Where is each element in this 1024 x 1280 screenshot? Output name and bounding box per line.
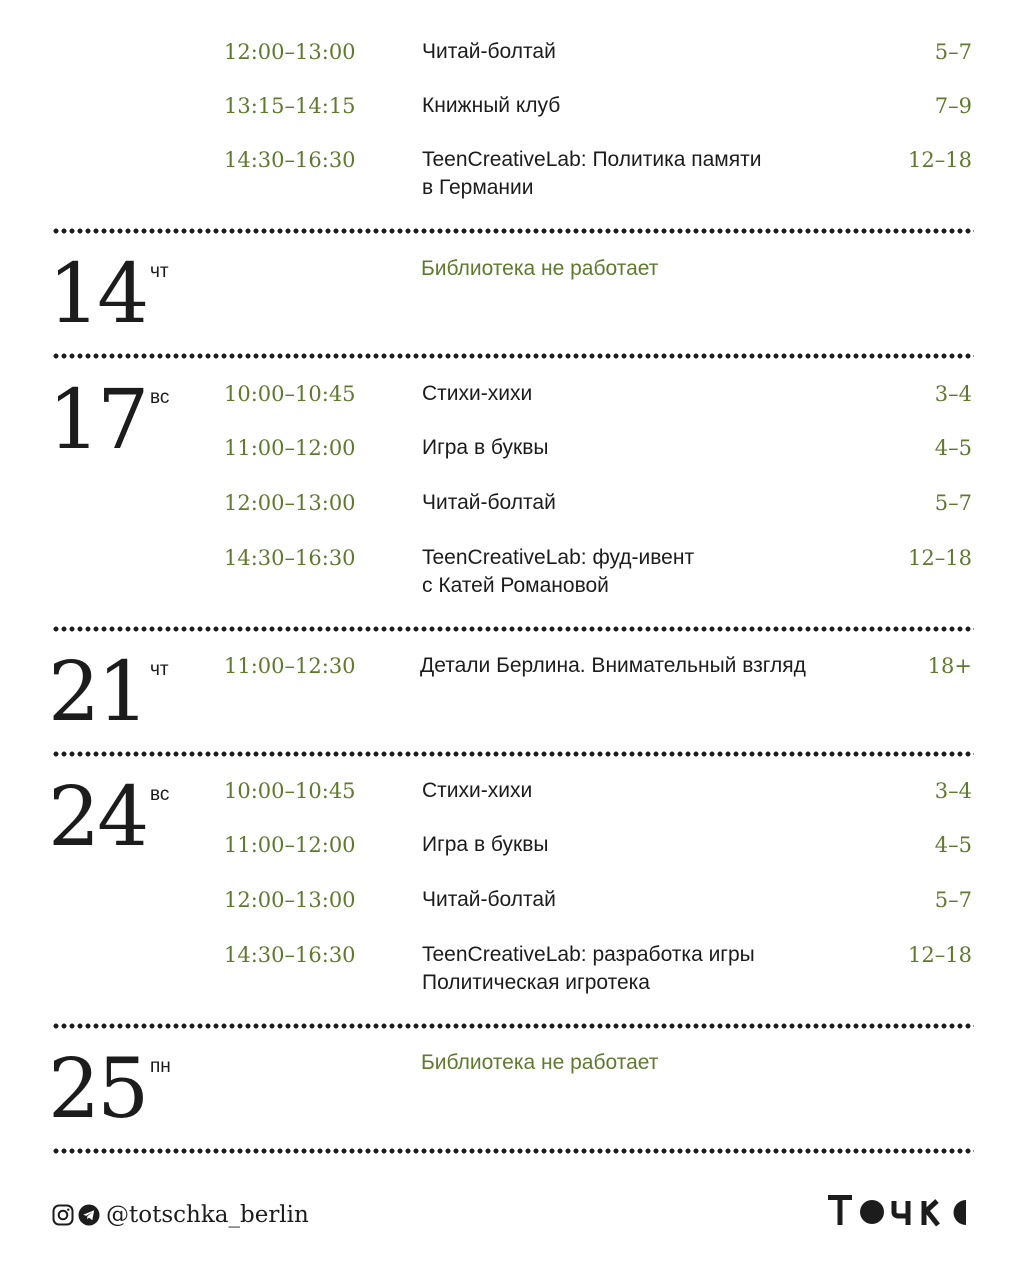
weekday-label: пн [150, 1056, 171, 1077]
event-time: 11:00–12:00 [224, 436, 356, 460]
telegram-icon[interactable] [78, 1204, 100, 1226]
event-time: 14:30–16:30 [224, 943, 356, 967]
weekday-label: вс [150, 387, 170, 408]
weekday-label: чт [150, 261, 169, 282]
event-age: 5–7 [934, 888, 972, 912]
tochka-logo [828, 1193, 974, 1227]
event-time: 12:00–13:00 [224, 40, 356, 64]
event-title: Игра в буквы [422, 833, 549, 856]
dotted-divider [52, 1148, 974, 1154]
event-age: 3–4 [934, 779, 972, 803]
event-time: 12:00–13:00 [224, 491, 356, 515]
social-links [52, 1200, 309, 1230]
event-title: Игра в буквы [422, 436, 549, 459]
social-handle[interactable]: @totschka_berlin [106, 1202, 309, 1228]
event-time: 14:30–16:30 [224, 148, 356, 172]
event-age: 5–7 [934, 40, 972, 64]
event-title: Стихи-хихи [422, 779, 533, 802]
dotted-divider [52, 751, 974, 757]
event-title: Читай-болтай [422, 888, 556, 911]
day-number: 24 [48, 770, 147, 865]
event-title: Стихи-хихи [422, 382, 533, 405]
event-title: Читай-болтай [422, 491, 556, 514]
event-title: Детали Берлина. Внимательный взгляд [420, 654, 806, 677]
event-age: 12–18 [908, 546, 972, 570]
day-number: 17 [48, 373, 147, 468]
day-number: 25 [48, 1042, 147, 1137]
event-title: TeenCreativeLab: Политика памяти в Германии [422, 148, 762, 199]
dotted-divider [52, 626, 974, 632]
event-title: Книжный клуб [422, 94, 561, 117]
event-time: 10:00–10:45 [224, 382, 356, 406]
event-age: 12–18 [908, 148, 972, 172]
day-number: 14 [48, 247, 147, 342]
event-age: 12–18 [908, 943, 972, 967]
event-age: 7–9 [934, 94, 972, 118]
dotted-divider [52, 1023, 974, 1029]
weekday-label: вс [150, 784, 170, 805]
weekday-label: чт [150, 659, 169, 680]
event-age: 4–5 [934, 436, 972, 460]
event-time: 12:00–13:00 [224, 888, 356, 912]
closed-notice: Библиотека не работает [421, 1051, 659, 1074]
event-age: 18+ [927, 654, 972, 678]
instagram-icon[interactable] [52, 1204, 74, 1226]
event-time: 11:00–12:30 [224, 654, 356, 678]
closed-notice: Библиотека не работает [421, 257, 659, 280]
dotted-divider [52, 353, 974, 359]
event-title: Читай-болтай [422, 40, 556, 63]
event-title: TeenCreativeLab: разработка игры Политическая игротека [422, 943, 755, 994]
event-age: 5–7 [934, 491, 972, 515]
event-age: 3–4 [934, 382, 972, 406]
event-age: 4–5 [934, 833, 972, 857]
dotted-divider [52, 228, 974, 234]
event-time: 13:15–14:15 [224, 94, 356, 118]
event-title: TeenCreativeLab: фуд-ивент с Катей Романовой [422, 546, 695, 597]
event-time: 11:00–12:00 [224, 833, 356, 857]
event-time: 10:00–10:45 [224, 779, 356, 803]
day-number: 21 [48, 645, 147, 740]
event-time: 14:30–16:30 [224, 546, 356, 570]
